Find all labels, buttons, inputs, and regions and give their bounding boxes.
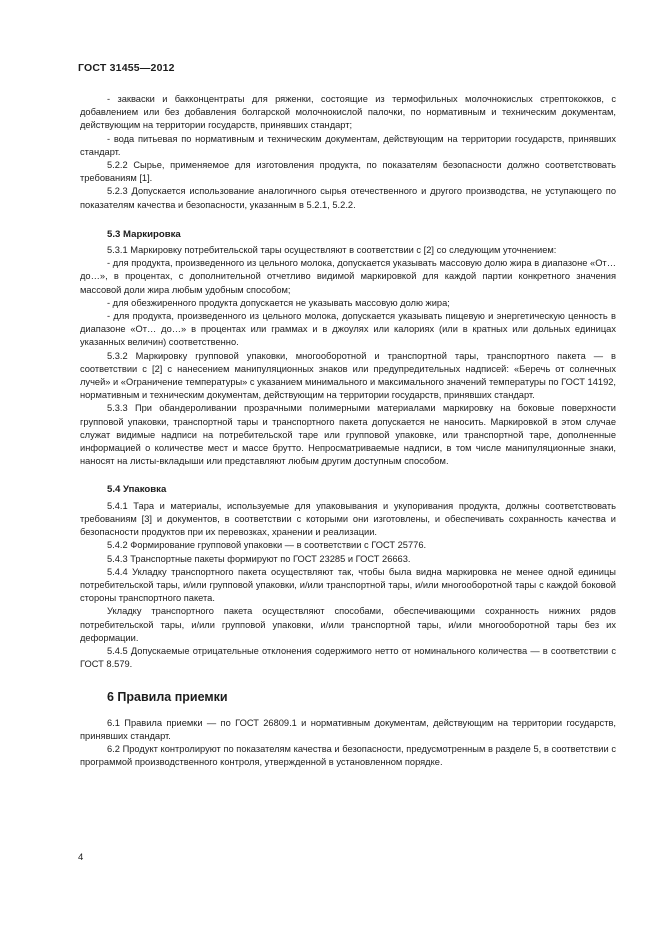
- section-5-3-body: [80, 244, 616, 468]
- section-heading-5-3: 5.3 Маркировка: [107, 228, 181, 240]
- paragraph: 5.3.2 Маркировку групповой упаковки, многооборотной и транспортной тары, транспортного пакета — в соответствии с [2] с нанесением манипуляционных знаков или предупредительных надписей: «Беречь от солнечных лучей» и «Ограничение температуры» с указанием минимального и максимального значений температуры по ГОСТ 14192, нормативным и техническим документам, действующим на территории государств, принявших стандарт.: [80, 350, 616, 401]
- paragraph: 6.2 Продукт контролируют по показателям качества и безопасности, предусмотренным в разделе 5, в соответствии с программой производственного контроля, утвержденной в установленном порядке.: [80, 743, 616, 768]
- paragraph: - для обезжиренного продукта допускается не указывать массовую долю жира;: [107, 297, 450, 308]
- paragraph: - для продукта, произведенного из цельного молока, допускается указывать массовую долю жира в диапазоне «От… до…», в процентах, с дополнительной отчетливо видимой маркировкой для каждой партии конкретного значения массовой доли жира любым удобным способом;: [80, 258, 616, 295]
- page-number: 4: [78, 852, 84, 863]
- paragraph: - закваски и бакконцентраты для ряженки, состоящие из термофильных молочнокислых стрептококков, с добавлением или без добавления болгарской молочнокислой палочки, по нормативным и техническим документам, действующим на территории государств, принявших стандарт;: [80, 94, 616, 131]
- paragraph: 5.2.3 Допускается использование аналогичного сырья отечественного и другого производства, не уступающего по показателям качества и безопасности, указанным в 5.2.1, 5.2.2.: [80, 186, 616, 210]
- section-5-4-body: [80, 500, 616, 672]
- paragraph: 5.4.2 Формирование групповой упаковки — в соответствии с ГОСТ 25776.: [107, 540, 427, 551]
- paragraph: 5.4.1 Тара и материалы, используемые для упаковывания и укупоривания продукта, должны соответствовать требованиям [3] и документов, в соответствии с которыми они изготовлены, и обеспечивать сохранность качества и безопасности продуктов при их перевозках, хранении и реализации.: [80, 500, 616, 538]
- paragraph: 5.4.4 Укладку транспортного пакета осуществляют так, чтобы была видна маркировка не менее одной единицы потребительской тары, и/или групповой упаковки, и/или транспортной тары, и/или многооборотной тары с каждой боковой стороны транспортного пакета.: [80, 566, 616, 604]
- block-raw-materials: [80, 93, 616, 212]
- paragraph: 6.1 Правила приемки — по ГОСТ 26809.1 и нормативным документам, действующим на территории государств, принявших стандарт.: [80, 717, 616, 741]
- paragraph: Укладку транспортного пакета осуществляют способами, обеспечивающими сохранность нижних рядов потребительской тары, и/или групповой упаковки, и/или транспортной тары, и/или многооборотной тары без их деформации.: [80, 606, 616, 643]
- paragraph: 5.2.2 Сырье, применяемое для изготовления продукта, по показателям безопасности должно соответствовать требованиям [1].: [80, 160, 616, 184]
- paragraph: 5.3.1 Маркировку потребительской тары осуществляют в соответствии с [2] со следующим уточнением:: [107, 245, 557, 256]
- paragraph: 5.4.5 Допускаемые отрицательные отклонения содержимого нетто от номинального количества — в соответствии с ГОСТ 8.579.: [80, 645, 616, 670]
- paragraph: 5.4.3 Транспортные пакеты формируют по ГОСТ 23285 и ГОСТ 26663.: [107, 553, 411, 564]
- section-heading-5-4: 5.4 Упаковка: [107, 484, 167, 496]
- section-heading-6: 6 Правила приемки: [107, 690, 228, 705]
- section-6-body: [80, 717, 616, 770]
- document-body: [80, 93, 616, 769]
- document-code-header: ГОСТ 31455—2012: [78, 62, 175, 74]
- paragraph: - для продукта, произведенного из цельного молока, допускается указывать пищевую и энергетическую ценность в диапазоне «От… до…» в процентах или граммах и в джоулях или калориях (или в кратных или дольных единицах указанных величин) соответственно.: [80, 311, 616, 348]
- paragraph: - вода питьевая по нормативным и техническим документам, действующим на территории государств, принявших стандарт.: [80, 133, 616, 157]
- paragraph: 5.3.3 При обандероливании прозрачными полимерными материалами маркировку на боковые поверхности групповой упаковки, транспортной тары и транспортного пакета допускается не наносить. Маркировкой в этом случае служат видимые надписи на потребительской таре или групповой упаковке, или транспортной таре, дополненные информацией о количестве мест и массе брутто. Непросматриваемые надписи, в том числе манипуляционные знаки, наносят на листы-вкладыши или представляют любым другим доступным способом.: [80, 403, 616, 467]
